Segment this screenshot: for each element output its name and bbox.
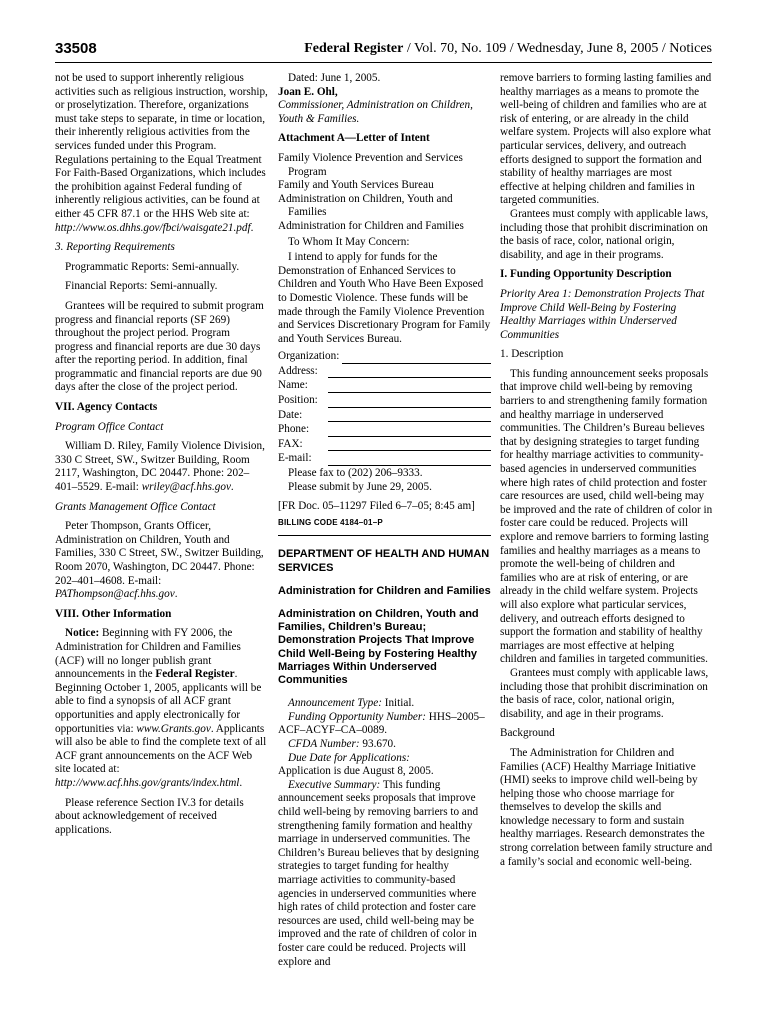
funding-opportunity-number: Funding Opportunity Number: HHS–2005–ACF–ACYF–CA–0089. [278, 710, 485, 737]
subsection-heading: Grants Management Office Contact [55, 500, 216, 513]
paragraph: Grantees must comply with applicable laws, including those that prohibit discrimination on the basis of race, color, national origin, disability, and age in their programs. [500, 666, 709, 720]
department-heading: DEPARTMENT OF HEALTH AND HUMAN SERVICES [278, 548, 490, 574]
attachment-heading: Attachment A—Letter of Intent [278, 132, 430, 145]
address-line: Family and Youth Services Bureau [278, 179, 434, 192]
paragraph: Programmatic Reports: Semi-annually. [65, 260, 240, 273]
notice-paragraph: Notice: Beginning with FY 2006, the Administration for Children and Families (ACF) will no longer publish grant announcements in the Federal Register. Beginning October 1, 2005, applicants will be able to find a synopsis of all ACF grant opportunities and apply electronically for opportunities via: www.Grants.gov. Applicants will also be able to find the complete text of all ACF grant announcements on the ACF Web site located at: http://www.acf.hhs.gov/grants/index.html. [55, 627, 267, 789]
column-2 [278, 72, 491, 969]
cfda-number: CFDA Number: 93.670. [288, 738, 396, 751]
dated-line: Dated: June 1, 2005. [288, 72, 381, 84]
page-header [55, 38, 712, 63]
subsection-heading: Background [500, 727, 555, 740]
paragraph: Financial Reports: Semi-annually. [65, 280, 218, 293]
form-row-name: Name: [278, 379, 491, 393]
due-date-label: Due Date for Applications: [288, 751, 410, 764]
announcement-type: Announcement Type: Initial. [288, 697, 415, 710]
notice-subject: Administration on Children, Youth and Families, Children’s Bureau; Demonstration Projects That Improve Child Well-Being by Fostering Healthy Marriages Within Underserved Communities [278, 608, 479, 687]
submit-instruction: Please submit by June 29, 2005. [288, 480, 432, 493]
letter-form [278, 350, 491, 466]
fax-instruction: Please fax to (202) 206–9333. [288, 467, 423, 480]
page-number: 33508 [55, 40, 97, 57]
address-line: Administration on Children, Youth and Families [278, 192, 453, 219]
section-heading: 3. Reporting Requirements [55, 241, 175, 254]
subsection-heading: 1. Description [500, 348, 564, 361]
billing-code: BILLING CODE 4184–01–P [278, 517, 383, 527]
intent-paragraph: I intend to apply for funds for the Demonstration of Enhanced Services to Children and Youth Who Have Been Exposed to Domestic Violence. These funds will be made through the Family Violence Prevention and Services Discretionary Program for Family and Youth Services Bureau. [278, 251, 491, 345]
section-heading: VIII. Other Information [55, 607, 172, 620]
email-field[interactable] [328, 455, 491, 466]
email-link[interactable]: PAThompson@acf.hhs.gov [55, 588, 175, 601]
executive-summary: Executive Summary: This funding announcement seeks proposals that improve child well-being by removing barriers to and strengthening family formation and healthy marriage in underserved communities. The Children’s Bureau believes that by designing strategies to target funding for healthy marriage activities to community-based agencies in underserved communities where high rates of child protection and foster care resources are used, child well-being may be improved and the rate of children of color in foster care could be reduced. Projects will explore and [278, 778, 480, 968]
form-row-fax: FAX: [278, 438, 491, 452]
form-row-date: Date: [278, 409, 491, 423]
web-link[interactable]: http://www.os.dhhs.gov/fbci/waisgate21.pdf [55, 221, 251, 234]
issue-line: / Vol. 70, No. 109 / Wednesday, June 8, 2005 / Notices [406, 41, 712, 56]
section-heading: I. Funding Opportunity Description [500, 268, 672, 281]
column-3 [500, 72, 713, 875]
signer-name: Joan E. Ohl, [278, 85, 338, 98]
agency-heading: Administration for Children and Families [278, 584, 491, 597]
name-field[interactable] [328, 382, 491, 393]
section-heading: VII. Agency Contacts [55, 401, 158, 414]
form-row-email: E-mail: [278, 452, 491, 466]
position-field[interactable] [328, 397, 491, 408]
contact-paragraph: William D. Riley, Family Violence Division, 330 C Street, SW., Switzer Building, Room 2117, Washington, DC 20447. Phone: 202–401–5529. E-mail: wriley@acf.hhs.gov. [55, 440, 265, 494]
paragraph: Grantees must comply with applicable laws, including those that prohibit discrimination on the basis of race, color, national origin, disability, and age in their programs. [500, 207, 709, 261]
announcement-block [278, 697, 491, 969]
fr-doc-line: [FR Doc. 05–11297 Filed 6–7–05; 8:45 am] [278, 500, 475, 513]
section-divider [278, 535, 491, 536]
address-line: Family Violence Prevention and Services Program [278, 151, 463, 178]
web-link[interactable]: www.Grants.gov [136, 722, 211, 735]
paragraph: Grantees will be required to submit program progress and financial reports (SF 269) throughout the project period. Program progress and financial reports are due 30 days after the reporting period. In addition, final programmatic and financial reports are due 90 days after the close of the project period. [55, 299, 264, 394]
address-line: Administration for Children and Families [278, 219, 464, 232]
column-1 [55, 72, 268, 843]
signer-title: Commissioner, Administration on Children, Youth & Families. [278, 99, 473, 125]
form-row-organization: Organization: [278, 350, 491, 364]
date-field[interactable] [328, 411, 491, 422]
paragraph: The Administration for Children and Families (ACF) Healthy Marriage Initiative (HMI) seeks to improve child well-being by helping those who choose marriage for themselves to develop the skills and knowledge necessary to form and sustain healthy marriages. Research demonstrates the strong correlation between family structure and a family’s social and economic well-being. [500, 746, 713, 868]
salutation: To Whom It May Concern: [288, 235, 410, 248]
organization-field[interactable] [342, 353, 491, 364]
paragraph: Please reference Section IV.3 for details about acknowledgement of received applications. [55, 796, 244, 836]
paragraph: not be used to support inherently religious activities such as religious instruction, worship, or proselytization. Therefore, organizations must take steps to separate, in time or location, their inherently religious activities from the services funded under this Program. Regulations pertaining to the Equal Treatment For Faith-Based Organizations, which includes the prohibition against Federal funding of inherently religious activities, can be found at either 45 CFR 87.1 or the HHS Web site at: http://www.os.dhhs.gov/fbci/waisgate21.pdf. [55, 72, 268, 234]
running-head [304, 41, 712, 57]
email-link[interactable]: wriley@acf.hhs.gov [141, 481, 231, 494]
form-row-position: Position: [278, 394, 491, 408]
address-field[interactable] [328, 367, 491, 378]
form-row-phone: Phone: [278, 423, 491, 437]
publication-name: Federal Register [304, 41, 404, 56]
paragraph: remove barriers to forming lasting families and healthy marriages as a means to promote the well-being of children and families who are at risk of entering, or are already in the child welfare system. Projects will also explore what particular services, delivery, and outreach efforts designed to support the formation and stability of healthy marriages are most effective at helping children and families in targeted communities. [500, 72, 712, 207]
form-row-address: Address: [278, 365, 491, 379]
phone-field[interactable] [328, 426, 491, 437]
web-link[interactable]: http://www.acf.hhs.gov/grants/index.html [55, 776, 240, 789]
due-date: Application is due August 8, 2005. [278, 765, 434, 778]
subsection-heading: Program Office Contact [55, 420, 164, 433]
priority-area: Priority Area 1: Demonstration Projects That Improve Child Well-Being by Fostering Healthy Marriages within Underserved Communities [500, 287, 705, 341]
contact-paragraph: Peter Thompson, Grants Officer, Administration on Children, Youth and Families, 330 C Street, SW., Switzer Building, Room 2070, Washington, DC 20447. Phone: 202–401–4608. E-mail: PAThompson@acf.hhs.gov. [55, 520, 264, 601]
paragraph: This funding announcement seeks proposals that improve child well-being by removing barriers to and strengthening family formation and healthy marriage in underserved communities. The Children’s Bureau believes that by designing strategies to target funding for healthy marriage activities to community-based agencies in underserved communities where high rates of child protection and foster care resources are used, child well-being may be improved and the rate of children of color in foster care could be reduced. Projects will explore and remove barriers to forming lasting families and healthy marriages as a means to promote the well-being of children and families who are at risk of entering, or are already in the child welfare system. Projects will also explore what particular services, delivery, and outreach efforts designed to support the formation and stability of healthy marriages are most effective at helping children and families in targeted communities. [500, 367, 713, 666]
fax-field[interactable] [328, 440, 491, 451]
